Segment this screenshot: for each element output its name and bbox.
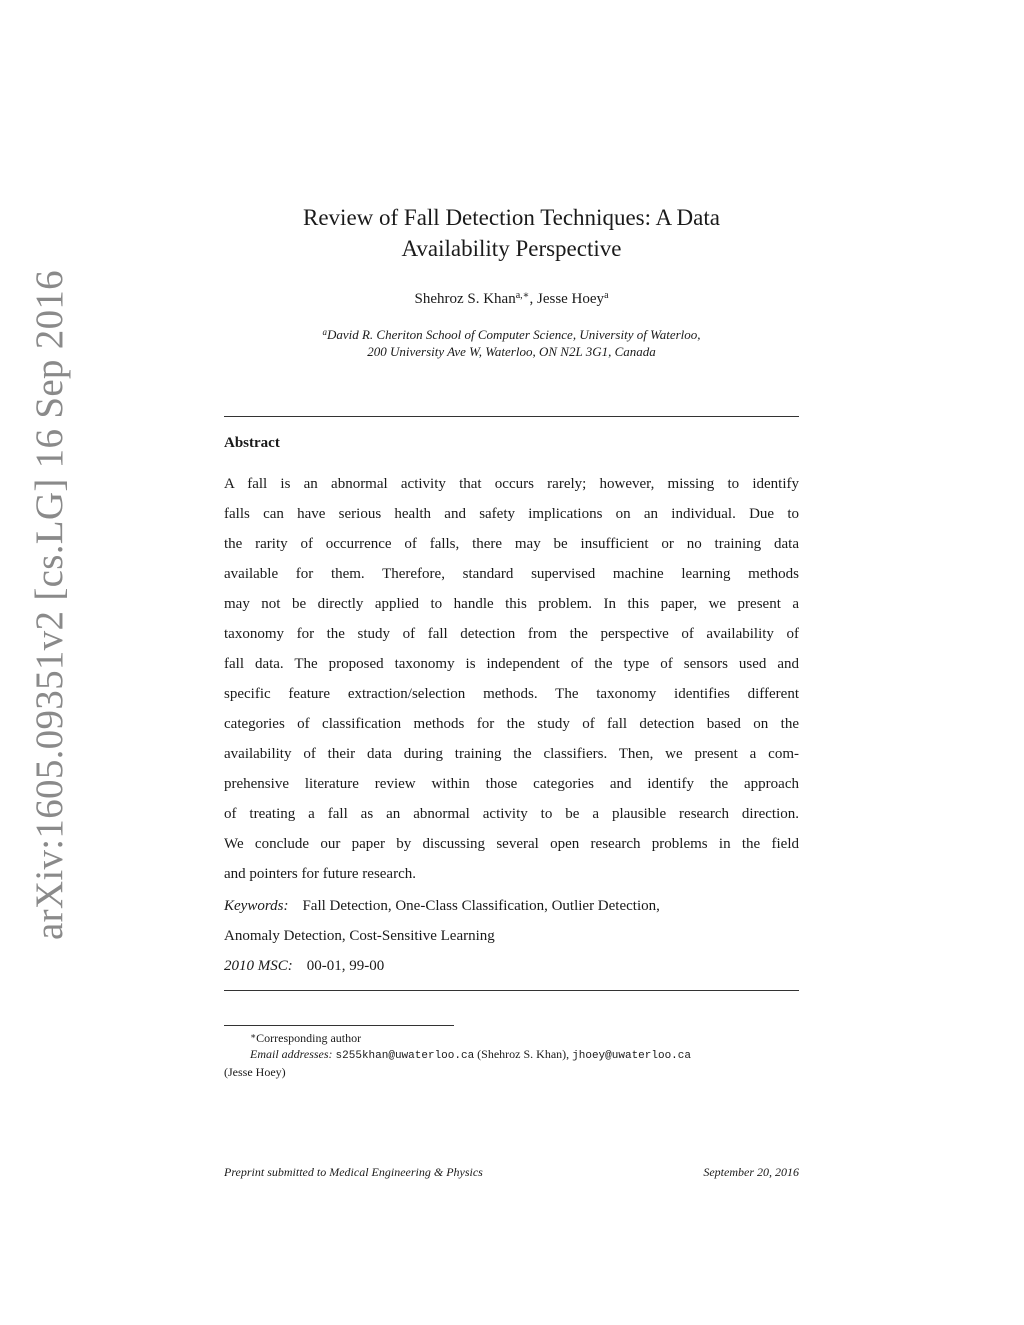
footnote-corresponding [224,1030,799,1046]
corresponding-text: Corresponding author [256,1031,362,1045]
abstract-heading: Abstract [224,435,280,451]
msc-label: 2010 MSC: [224,958,293,974]
paper-title-line-2: Availability Perspective [401,236,622,261]
abstract-line: of treating a fall as an abnormal activity to be a plausible research direction. [224,806,799,822]
abstract-line: taxonomy for the study of fall detection from the perspective of availability of [224,626,799,642]
preprint-date: September 20, 2016 [703,1165,799,1179]
footnote-emails [224,1046,799,1064]
keywords-text-2: Anomaly Detection, Cost-Sensitive Learning [224,928,495,944]
affiliation-mark: a [322,327,327,337]
abstract-line: available for them. Therefore, standard supervised machine learning methods [224,566,799,582]
author-separator: , [529,291,537,307]
abstract-line: availability of their data during training the classifiers. Then, we present a com- [224,746,799,762]
abstract-line: We conclude our paper by discussing several open research problems in the field [224,836,799,852]
keywords-line-1 [224,891,799,921]
email-owner-khan: (Shehroz S. Khan), [477,1047,570,1061]
author-affiliation [224,326,799,360]
affiliation-line-1-text: David R. Cheriton School of Computer Science, University of Waterloo, [326,327,701,342]
email-owner-hoey: (Jesse Hoey) [224,1065,286,1079]
footnotes [224,1030,799,1080]
msc-value: 00-01, 99-00 [306,958,385,974]
affiliation-line-2: 200 University Ave W, Waterloo, ON N2L 3G1, Canada [367,344,656,359]
corresponding-mark: ∗ [250,1031,257,1041]
author-name-2: Jesse Hoey [536,291,605,307]
abstract-body [224,469,799,889]
footnote-rule [224,1025,454,1026]
email-label: Email addresses: [250,1047,333,1061]
keywords-label: Keywords: [224,898,289,914]
arxiv-identifier-stamp: arXiv:1605.09351v2 [cs.LG] 16 Sep 2016 [28,270,71,940]
abstract-line: and pointers for future research. [224,866,416,882]
affiliation-line-1 [224,326,799,343]
abstract-line: fall data. The proposed taxonomy is independent of the type of sensors used and [224,656,799,672]
author-name-1: Shehroz S. Khan [414,291,516,307]
email-link-hoey[interactable]: jhoey@uwaterloo.ca [572,1050,691,1062]
paper-title-line-1: Review of Fall Detection Techniques: A Data [303,205,720,230]
author-2-affiliation-mark: a [604,290,609,301]
keywords-text-1: Fall Detection, One-Class Classification, Outlier Detection, [302,898,660,914]
preprint-note: Preprint submitted to Medical Engineering & Physics [224,1165,483,1179]
paper-title [224,202,799,264]
abstract-line: the rarity of occurrence of falls, there may be insufficient or no training data [224,536,799,552]
abstract-line: A fall is an abnormal activity that occurs rarely; however, missing to identify [224,476,799,492]
author-list [224,289,799,309]
abstract-bottom-rule [224,990,799,991]
abstract-line: falls can have serious health and safety implications on an individual. Due to [224,506,799,522]
abstract-line: may not be directly applied to handle this problem. In this paper, we present a [224,596,799,612]
email-link-khan[interactable]: s255khan@uwaterloo.ca [335,1050,475,1062]
author-1-affiliation-mark: a,∗ [515,290,530,301]
abstract-line: specific feature extraction/selection methods. The taxonomy identifies different [224,686,799,702]
abstract-line: prehensive literature review within those categories and identify the approach [224,776,799,792]
msc-classification [224,951,384,981]
keywords-block [224,891,799,951]
abstract-top-rule [224,416,799,417]
abstract-line: categories of classification methods for the study of fall detection based on the [224,716,799,732]
